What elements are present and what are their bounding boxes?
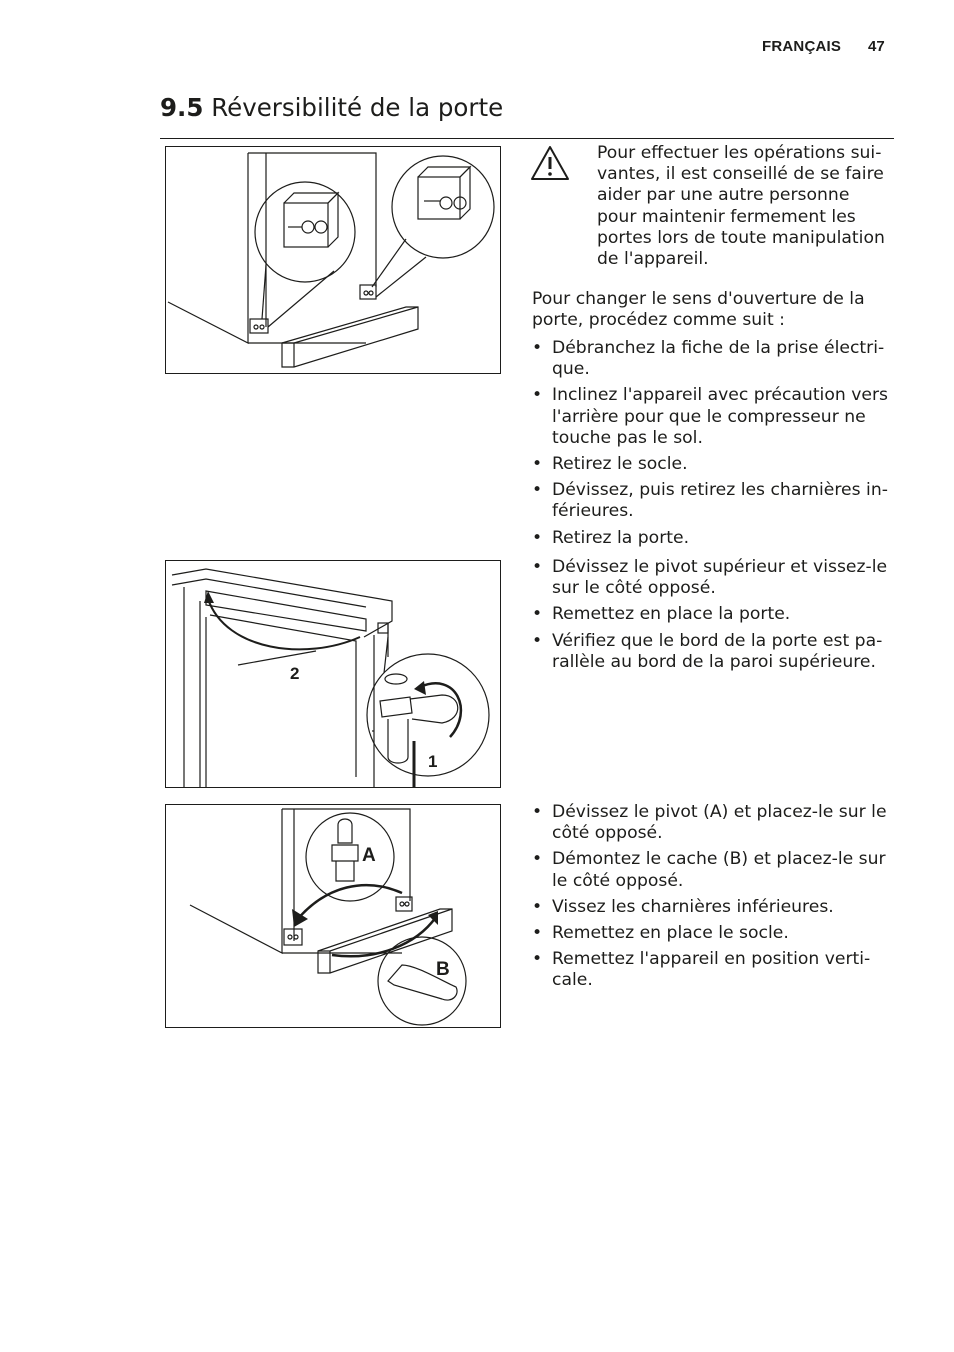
step-line: • Vissez les charnières inférieures. bbox=[552, 896, 834, 917]
step-line: • Débranchez la fiche de la prise électri- bbox=[552, 338, 885, 358]
figure-label-2: 2 bbox=[290, 664, 300, 683]
figure-bottom-pivot bbox=[165, 804, 501, 1028]
list-item bbox=[532, 923, 892, 944]
list-item bbox=[532, 631, 892, 673]
list-item bbox=[532, 604, 892, 625]
step-line: • Vérifiez que le bord de la porte est pa- bbox=[552, 630, 883, 651]
section-number: 9.5 bbox=[160, 93, 204, 122]
title-rule bbox=[160, 138, 894, 139]
step-line: • Dévissez le pivot supérieur et vissez-le bbox=[552, 557, 888, 577]
list-item bbox=[532, 385, 892, 449]
section-title bbox=[160, 93, 503, 122]
step-line: • Inclinez l'appareil avec précaution vers bbox=[552, 385, 888, 406]
steps-list-2 bbox=[532, 557, 892, 678]
warning-line: aider par une autre personne bbox=[597, 185, 850, 206]
header-language: FRANÇAIS bbox=[762, 38, 842, 55]
step-line: • Remettez l'appareil en position verti- bbox=[552, 949, 871, 970]
section-title-text: Réversibilité de la porte bbox=[211, 93, 504, 122]
step-line: • Remettez en place la porte. bbox=[552, 604, 791, 625]
page-number: 47 bbox=[868, 38, 885, 55]
steps-list-1 bbox=[532, 338, 892, 554]
list-item bbox=[532, 802, 892, 844]
intro-paragraph bbox=[532, 289, 882, 331]
warning-triangle-icon bbox=[530, 145, 570, 181]
step-line: rallèle au bord de la paroi supérieure. bbox=[552, 651, 876, 672]
list-item bbox=[532, 849, 892, 891]
figure-remove-base bbox=[165, 146, 501, 374]
step-line: • Dévissez le pivot (A) et placez-le sur le bbox=[552, 802, 887, 822]
step-line: que. bbox=[552, 359, 590, 380]
list-item bbox=[532, 949, 892, 991]
warning-line: pour maintenir fermement les bbox=[597, 206, 856, 227]
list-item bbox=[532, 897, 892, 918]
step-line: • Démontez le cache (B) et placez-le sur bbox=[552, 849, 886, 870]
step-line: • Remettez en place le socle. bbox=[552, 923, 789, 944]
step-line: cale. bbox=[552, 970, 593, 991]
list-item bbox=[532, 557, 892, 599]
steps-list-3 bbox=[532, 802, 892, 997]
list-item bbox=[532, 338, 892, 380]
warning-text bbox=[597, 143, 889, 270]
step-line: touche pas le sol. bbox=[552, 427, 703, 448]
list-item bbox=[532, 454, 892, 475]
step-line: côté opposé. bbox=[552, 823, 663, 844]
list-item bbox=[532, 528, 892, 549]
step-line: le côté opposé. bbox=[552, 870, 684, 891]
figure-label-b: B bbox=[436, 959, 450, 980]
step-line: l'arrière pour que le compresseur ne bbox=[552, 406, 866, 427]
warning-line: portes lors de toute manipulation bbox=[597, 227, 885, 248]
step-line: férieures. bbox=[552, 501, 634, 522]
intro-line: porte, procédez comme suit : bbox=[532, 310, 785, 331]
step-line: • Retirez le socle. bbox=[552, 454, 688, 475]
figure-label-1: 1 bbox=[428, 752, 438, 771]
step-line: sur le côté opposé. bbox=[552, 578, 716, 599]
warning-line: de l'appareil. bbox=[597, 249, 709, 270]
figure-top-pivot bbox=[165, 560, 501, 788]
warning-line: vantes, il est conseillé de se faire bbox=[597, 164, 884, 185]
step-line: • Retirez la porte. bbox=[552, 527, 690, 548]
list-item bbox=[532, 480, 892, 522]
intro-line: Pour changer le sens d'ouverture de la bbox=[532, 289, 865, 309]
step-line: • Dévissez, puis retirez les charnières in- bbox=[552, 480, 888, 501]
figure-label-a: A bbox=[362, 845, 376, 866]
warning-line: Pour effectuer les opérations sui- bbox=[597, 143, 882, 163]
